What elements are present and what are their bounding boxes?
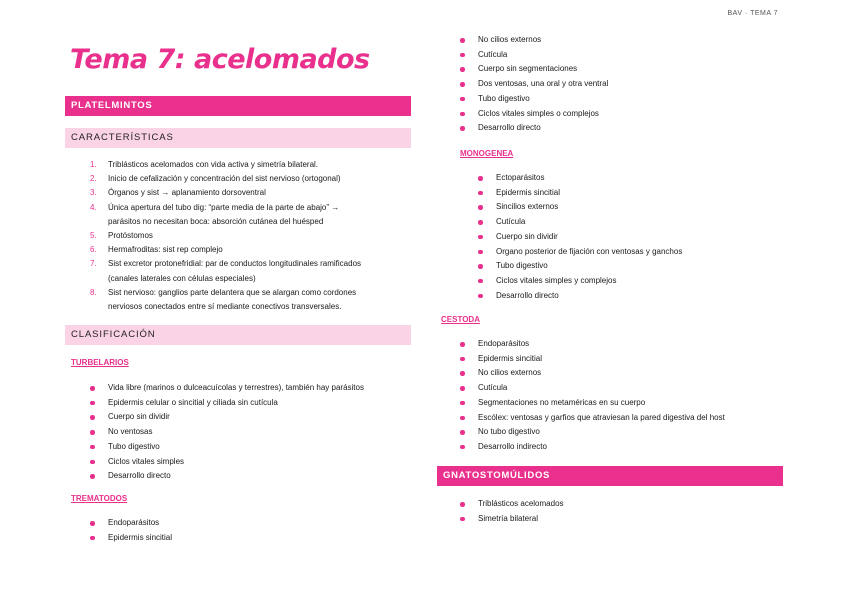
list-item xyxy=(496,230,682,245)
list-item xyxy=(108,440,364,455)
list-item xyxy=(496,186,682,201)
bullet-icon xyxy=(90,386,95,391)
list-item xyxy=(478,440,725,455)
cestoda-heading: CESTODA xyxy=(441,315,480,324)
list-item xyxy=(108,531,172,546)
list-item xyxy=(478,77,608,92)
subheader-clasificacion: CLASIFICACIÓN xyxy=(65,325,411,345)
bullet-icon xyxy=(478,235,483,240)
bullet-icon xyxy=(478,220,483,225)
item-text-line: (canales laterales con células especiales) xyxy=(108,273,256,283)
list-item-text: Epidermis sincitial xyxy=(108,532,173,542)
list-item-text: Desarrollo directo xyxy=(496,290,559,300)
bullet-icon xyxy=(478,264,483,269)
list-item xyxy=(478,396,725,411)
list-item xyxy=(108,469,364,484)
list-item xyxy=(108,425,364,440)
list-item-text: Cutícula xyxy=(478,383,508,393)
list-item xyxy=(478,107,608,122)
monogenea-list xyxy=(496,171,682,303)
list-item-text: Epidermis sincitial xyxy=(496,187,561,197)
bullet-icon xyxy=(460,517,465,522)
list-item-text: Simetría bilateral xyxy=(478,513,539,523)
item-number: 8. xyxy=(90,287,97,297)
cestoda-list xyxy=(478,337,725,455)
list-item xyxy=(496,259,682,274)
list-item-text: Tubo digestivo xyxy=(478,93,530,103)
list-item-text: Dos ventosas, una oral y otra ventral xyxy=(478,79,609,89)
list-item-text: Cuerpo sin segmentaciones xyxy=(478,64,578,74)
gnatostomulidos-list xyxy=(478,497,564,526)
numbered-item xyxy=(90,186,361,200)
list-item xyxy=(478,411,725,426)
list-item xyxy=(478,352,725,367)
list-item xyxy=(478,425,725,440)
list-item xyxy=(478,48,608,63)
numbered-item xyxy=(90,172,361,186)
bullet-icon xyxy=(460,371,465,376)
item-text-line: Sist nervioso: ganglios parte delantera que se alargan como cordones xyxy=(108,287,357,297)
page-title: Tema 7: acelomados xyxy=(70,44,370,75)
list-item xyxy=(496,289,682,304)
list-item xyxy=(478,366,725,381)
numbered-item xyxy=(90,243,361,257)
list-item-text: Ciclos vitales simples y complejos xyxy=(496,275,617,285)
bullet-icon xyxy=(460,342,465,347)
list-item-text: No cilios externos xyxy=(478,368,542,378)
list-item xyxy=(478,381,725,396)
list-item xyxy=(108,410,364,425)
bullet-icon xyxy=(460,82,465,87)
section-header-gnatostomulidos: GNATOSTOMÚLIDOS xyxy=(437,466,783,486)
item-text-line: Triblásticos acelomados con vida activa y simetría bilateral. xyxy=(108,160,319,169)
list-item-text: Desarrollo directo xyxy=(108,471,171,481)
turbelarios-list xyxy=(108,381,364,484)
numbered-item xyxy=(90,286,361,314)
bullet-icon xyxy=(460,416,465,421)
item-text-line: Hermafroditas: sist rep complejo xyxy=(108,245,223,255)
item-text-line: Inicio de cefalización y concentración del sist nervioso (ortogonal) xyxy=(108,174,341,184)
item-number: 4. xyxy=(90,202,97,212)
item-text-line: Sist excretor protonefridial: par de conductos longitudinales ramificados xyxy=(108,259,362,269)
trematodos-heading: TREMATODOS xyxy=(71,494,128,503)
list-item-text: No tubo digestivo xyxy=(478,427,540,437)
bullet-icon xyxy=(90,445,95,450)
bullet-icon xyxy=(460,53,465,58)
list-item-text: Ciclos vitales simples xyxy=(108,456,185,466)
bullet-icon xyxy=(460,112,465,117)
bullet-icon xyxy=(478,176,483,181)
bullet-icon xyxy=(460,386,465,391)
list-item-text: No ventosas xyxy=(108,427,153,437)
list-item-text: Epidermis sincitial xyxy=(478,353,543,363)
bullet-icon xyxy=(460,67,465,72)
list-item-text: Tubo digestivo xyxy=(496,261,548,271)
list-item-text: Cuerpo sin dividir xyxy=(496,231,558,241)
bullet-icon xyxy=(460,126,465,131)
list-item xyxy=(496,171,682,186)
list-item-text: Cutícula xyxy=(478,49,508,59)
item-text-line: nerviosos conectados entre sí mediante conectivos transversales. xyxy=(108,302,342,312)
bullet-icon xyxy=(90,401,95,406)
list-item xyxy=(478,121,608,136)
list-item xyxy=(478,33,608,48)
list-item xyxy=(108,455,364,470)
caracteristicas-list xyxy=(90,158,362,314)
list-item-text: Epidermis celular o sincitial y ciliada sin cutícula xyxy=(108,397,278,407)
section-header-platelmintos: PLATELMINTOS xyxy=(65,96,411,116)
list-item-text: Ciclos vitales simples o complejos xyxy=(478,108,599,118)
numbered-item xyxy=(90,158,361,172)
running-header: BAV · TEMA 7 xyxy=(727,10,778,17)
bullet-icon xyxy=(478,279,483,284)
list-item-text: Escólex: ventosas y garfios que atraviesan la pared digestiva del host xyxy=(478,412,725,422)
trematodos-list xyxy=(108,516,172,545)
bullet-icon xyxy=(478,250,483,255)
bullet-icon xyxy=(460,38,465,43)
list-item xyxy=(478,337,725,352)
turbelarios-heading: TURBELARIOS xyxy=(71,358,129,367)
trematodos-list-continued xyxy=(478,33,608,136)
bullet-icon xyxy=(90,521,95,526)
list-item-text: Cuerpo sin dividir xyxy=(108,412,170,422)
bullet-icon xyxy=(478,205,483,210)
bullet-icon xyxy=(460,97,465,102)
item-number: 6. xyxy=(90,245,97,255)
item-number: 7. xyxy=(90,259,97,269)
item-number: 2. xyxy=(90,174,97,184)
list-item-text: Tubo digestivo xyxy=(108,441,160,451)
list-item xyxy=(108,516,172,531)
list-item xyxy=(496,245,682,260)
list-item-text: Triblásticos acelomados xyxy=(478,499,564,508)
item-text-line: parásitos no necesitan boca: absorción cutánea del huésped xyxy=(108,216,324,226)
list-item-text: Endoparásitos xyxy=(478,339,530,348)
list-item xyxy=(108,396,364,411)
list-item-text: Endoparásitos xyxy=(108,518,160,527)
list-item-text: Desarrollo indirecto xyxy=(478,441,547,451)
item-number: 5. xyxy=(90,231,97,241)
numbered-item xyxy=(90,229,361,243)
bullet-icon xyxy=(460,357,465,362)
numbered-item xyxy=(90,201,361,229)
list-item-text: No cilios externos xyxy=(478,35,542,44)
monogenea-heading: MONOGENEA xyxy=(460,149,514,158)
numbered-item xyxy=(90,257,362,285)
bullet-icon xyxy=(460,430,465,435)
list-item xyxy=(496,200,682,215)
list-item-text: Organo posterior de fijación con ventosas y ganchos xyxy=(496,246,683,256)
list-item xyxy=(478,62,608,77)
bullet-icon xyxy=(460,502,465,507)
bullet-icon xyxy=(478,294,483,299)
list-item-text: Segmentaciones no metaméricas en su cuerpo xyxy=(478,397,646,407)
list-item-text: Cutícula xyxy=(496,217,526,227)
bullet-icon xyxy=(90,460,95,465)
bullet-icon xyxy=(90,474,95,479)
item-text-line: Protóstomos xyxy=(108,231,153,241)
bullet-icon xyxy=(90,536,95,541)
list-item-text: Desarrollo directo xyxy=(478,123,541,133)
bullet-icon xyxy=(460,401,465,406)
bullet-icon xyxy=(478,191,483,196)
subheader-caracteristicas: CARACTERÍSTICAS xyxy=(65,128,411,148)
list-item-text: Ectoparásitos xyxy=(496,173,545,182)
list-item-text: Vida libre (marinos o dulceacuícolas y terrestres), también hay parásitos xyxy=(108,383,364,392)
list-item xyxy=(108,381,364,396)
list-item xyxy=(496,274,682,289)
list-item xyxy=(478,512,564,527)
item-text-line: Única apertura del tubo dig: “parte media de la parte de abajo” → xyxy=(108,202,340,212)
list-item xyxy=(478,92,608,107)
item-number: 3. xyxy=(90,188,97,198)
item-text-line: Órganos y sist → aplanamiento dorsoventral xyxy=(108,188,266,198)
list-item xyxy=(478,497,564,512)
bullet-icon xyxy=(460,445,465,450)
list-item-text: Sincilios externos xyxy=(496,202,559,212)
bullet-icon xyxy=(90,415,95,420)
bullet-icon xyxy=(90,430,95,435)
list-item xyxy=(496,215,682,230)
item-number: 1. xyxy=(90,160,97,169)
